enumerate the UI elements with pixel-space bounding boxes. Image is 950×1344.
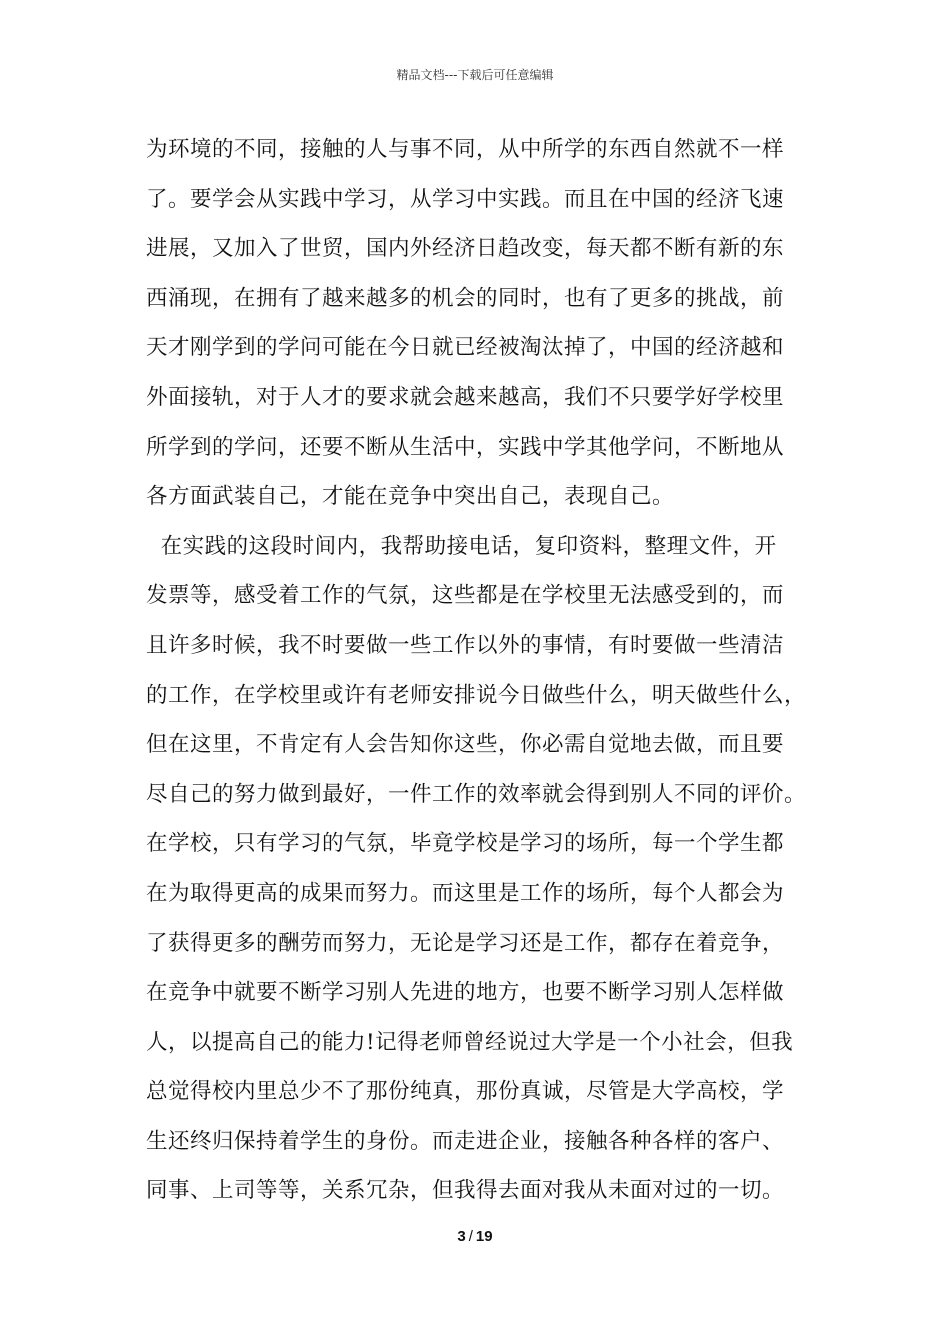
text-line: 同事、上司等等，关系冗杂，但我得去面对我从未面对过的一切。 xyxy=(146,1178,785,1204)
page-separator: / xyxy=(468,1228,473,1245)
page-header: 精品文档---下载后可任意编辑 xyxy=(396,68,554,82)
text-line: 各方面武装自己，才能在竞争中突出自己，表现自己。 xyxy=(146,484,675,510)
text-line: 在竞争中就要不断学习别人先进的地方，也要不断学习别人怎样做 xyxy=(146,980,785,1006)
text-line: 在实践的这段时间内，我帮助接电话，复印资料，整理文件，开 xyxy=(146,533,777,559)
text-line: 在为取得更高的成果而努力。而这里是工作的场所，每个人都会为 xyxy=(146,880,785,906)
text-line: 外面接轨，对于人才的要求就会越来越高，我们不只要学好学校里 xyxy=(146,384,785,410)
body-text xyxy=(146,125,826,1216)
text-line: 的工作，在学校里或许有老师安排说今日做些什么，明天做些什么， xyxy=(146,682,807,708)
text-line: 但在这里，不肯定有人会告知你这些，你必需自觉地去做，而且要 xyxy=(146,732,785,758)
text-line: 西涌现，在拥有了越来越多的机会的同时，也有了更多的挑战，前 xyxy=(146,285,785,311)
text-line: 天才刚学到的学问可能在今日就已经被淘汰掉了，中国的经济越和 xyxy=(146,335,785,361)
text-line: 人，以提高自己的能力!记得老师曾经说过大学是一个小社会，但我 xyxy=(146,1029,794,1055)
text-line: 生还终归保持着学生的身份。而走进企业，接触各种各样的客户、 xyxy=(146,1128,785,1154)
text-line: 了获得更多的酬劳而努力，无论是学习还是工作，都存在着竞争， xyxy=(146,930,785,956)
page-number xyxy=(0,1228,950,1245)
text-line: 且许多时候，我不时要做一些工作以外的事情，有时要做一些清洁 xyxy=(146,632,785,658)
text-line: 所学到的学问，还要不断从生活中，实践中学其他学问，不断地从 xyxy=(146,434,785,460)
text-line: 在学校，只有学习的气氛，毕竟学校是学习的场所，每一个学生都 xyxy=(146,831,785,857)
text-line: 发票等，感受着工作的气氛，这些都是在学校里无法感受到的，而 xyxy=(146,583,785,609)
text-line: 尽自己的努力做到最好，一件工作的效率就会得到别人不同的评价。 xyxy=(146,781,807,807)
text-line: 了。要学会从实践中学习，从学习中实践。而且在中国的经济飞速 xyxy=(146,186,785,212)
total-pages-number: 19 xyxy=(475,1228,493,1245)
text-line: 为环境的不同，接触的人与事不同，从中所学的东西自然就不一样 xyxy=(146,137,785,162)
current-page-number: 3 xyxy=(457,1228,466,1245)
text-line: 总觉得校内里总少不了那份纯真，那份真诚，尽管是大学高校，学 xyxy=(146,1079,785,1105)
text-line: 进展，又加入了世贸，国内外经济日趋改变，每天都不断有新的东 xyxy=(146,236,785,262)
